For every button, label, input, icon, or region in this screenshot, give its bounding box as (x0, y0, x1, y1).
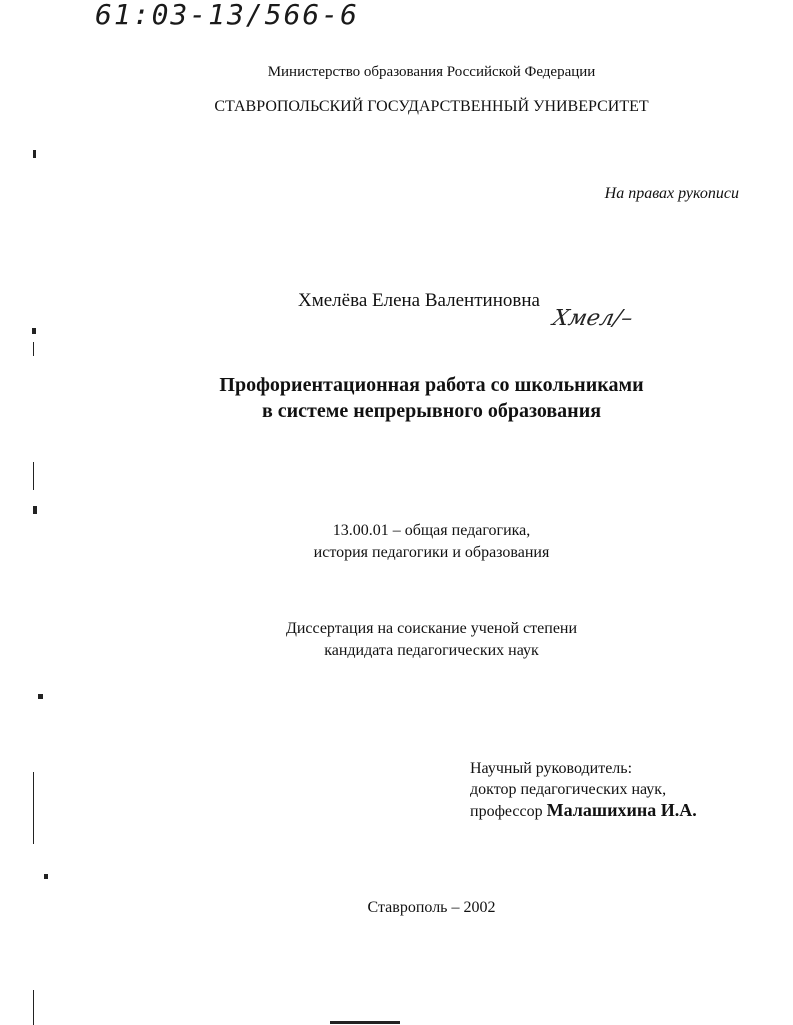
manuscript-rights-note: На правах рукописи (604, 185, 739, 202)
scan-mark (38, 694, 43, 699)
advisor-position-line (470, 800, 697, 822)
advisor-name: Малашихина И.А. (546, 800, 697, 820)
advisor-label: Научный руководитель: (470, 760, 633, 777)
scan-mark (330, 1021, 400, 1024)
scan-mark (32, 328, 36, 334)
dissertation-line-1: Диссертация на соискание ученой степени (285, 620, 578, 637)
specialty-line-2: история педагогики и образования (313, 544, 550, 561)
scan-mark (33, 150, 36, 158)
dissertation-type-block (0, 618, 793, 662)
advisor-degree: доктор педагогических наук, (470, 781, 667, 798)
university-name: СТАВРОПОЛЬСКИЙ ГОСУДАРСТВЕННЫЙ УНИВЕРСИТЕТ (214, 98, 649, 115)
title-line-2: в системе непрерывного образования (261, 400, 602, 422)
dissertation-line-2: кандидата педагогических наук (324, 642, 539, 659)
city-year: Ставрополь – 2002 (367, 899, 496, 916)
ministry-name: Министерство образования Российской Федерации (267, 64, 596, 80)
author-name: Хмелёва Елена Валентиновна (298, 290, 540, 311)
scan-mark (44, 874, 48, 879)
author-signature: Хмел/– (550, 306, 636, 331)
scan-mark (33, 772, 34, 844)
advisor-block (470, 758, 697, 822)
catalog-number: 61:03-13/566-6 (95, 0, 360, 31)
scan-mark (33, 506, 37, 514)
specialty-block (0, 520, 793, 564)
advisor-position: профессор (470, 803, 543, 820)
dissertation-title (0, 372, 793, 424)
scan-mark (33, 462, 34, 490)
scan-mark (33, 342, 34, 356)
title-line-1: Профориентационная работа со школьниками (219, 374, 644, 396)
scan-mark (33, 990, 34, 1025)
specialty-line-1: 13.00.01 – общая педагогика, (332, 522, 531, 539)
